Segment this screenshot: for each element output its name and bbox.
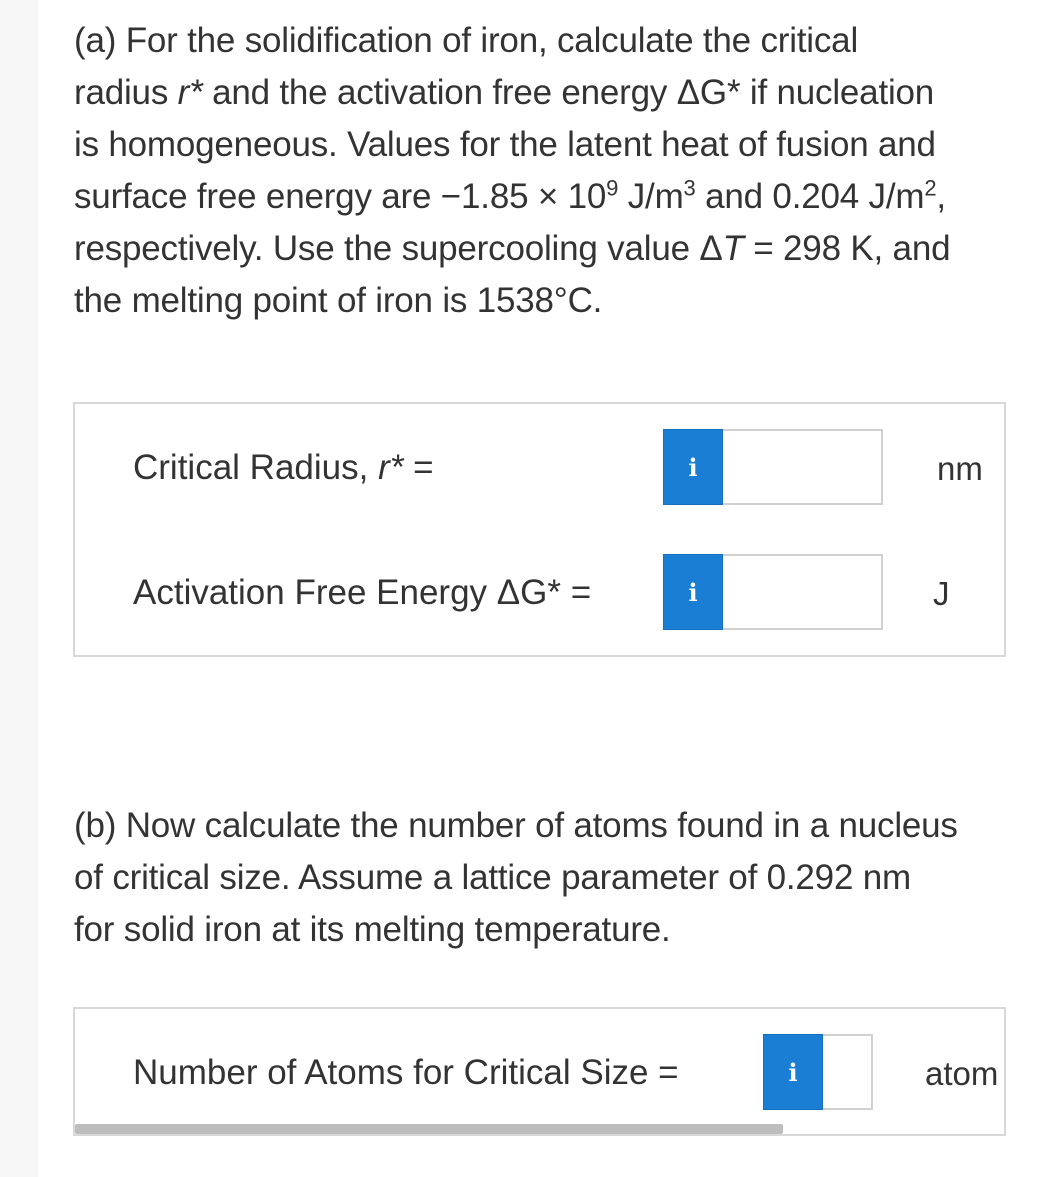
- question-text: the melting point of iron is 1538°C.: [74, 281, 603, 320]
- critical-radius-label: [133, 448, 434, 488]
- question-text: if nucleation: [740, 73, 935, 112]
- question-text: and 0.204 J/m: [695, 177, 925, 216]
- answer-box-part-a: [73, 402, 1006, 657]
- label-symbol: r*: [378, 448, 404, 487]
- question-symbol: *: [726, 73, 741, 112]
- question-text: = 298 K, and: [743, 229, 951, 268]
- activation-energy-unit: J: [933, 575, 950, 612]
- critical-radius-input[interactable]: [723, 429, 883, 505]
- question-symbol: T: [722, 229, 744, 268]
- question-part-a: [74, 15, 1014, 327]
- label-text: Critical Radius,: [133, 448, 379, 487]
- question-text: (b) Now calculate the number of atoms found in a nucleus: [74, 806, 958, 845]
- exponent: 3: [683, 175, 696, 201]
- activation-energy-input[interactable]: [723, 554, 883, 630]
- question-text: radius: [74, 73, 178, 112]
- question-text: is homogeneous. Values for the latent heat of fusion and: [74, 125, 936, 164]
- num-atoms-input[interactable]: [823, 1034, 873, 1110]
- critical-radius-unit: nm: [937, 450, 983, 487]
- label-text: Activation Free Energy ΔG: [133, 573, 548, 612]
- question-part-b: [74, 800, 1014, 956]
- label-text: =: [403, 448, 434, 487]
- num-atoms-label: Number of Atoms for Critical Size =: [133, 1053, 679, 1092]
- question-text: for solid iron at its melting temperature.: [74, 910, 671, 949]
- question-text: respectively. Use the supercooling value Δ: [74, 229, 723, 268]
- critical-radius-info-icon[interactable]: i: [663, 429, 723, 505]
- question-text: (a) For the solidification of iron, calculate the critical: [74, 21, 859, 60]
- question-text: and the activation free energy ΔG: [202, 73, 727, 112]
- question-symbol: r*: [177, 73, 203, 112]
- exponent: 9: [606, 175, 619, 201]
- question-text: J/m: [618, 177, 684, 216]
- label-text: =: [561, 573, 592, 612]
- exponent: 2: [924, 175, 937, 201]
- question-text: of critical size. Assume a lattice parameter of 0.292 nm: [74, 858, 911, 897]
- label-symbol: *: [547, 573, 562, 612]
- question-text: surface free energy are −1.85 × 10: [74, 177, 607, 216]
- activation-energy-info-icon[interactable]: i: [663, 554, 723, 630]
- question-text: ,: [936, 177, 946, 216]
- activation-energy-label: [133, 573, 591, 613]
- num-atoms-info-icon[interactable]: i: [763, 1034, 823, 1110]
- answer-box-part-b: [73, 1007, 1006, 1136]
- horizontal-scrollbar[interactable]: [75, 1124, 783, 1134]
- num-atoms-unit: atom: [925, 1055, 999, 1092]
